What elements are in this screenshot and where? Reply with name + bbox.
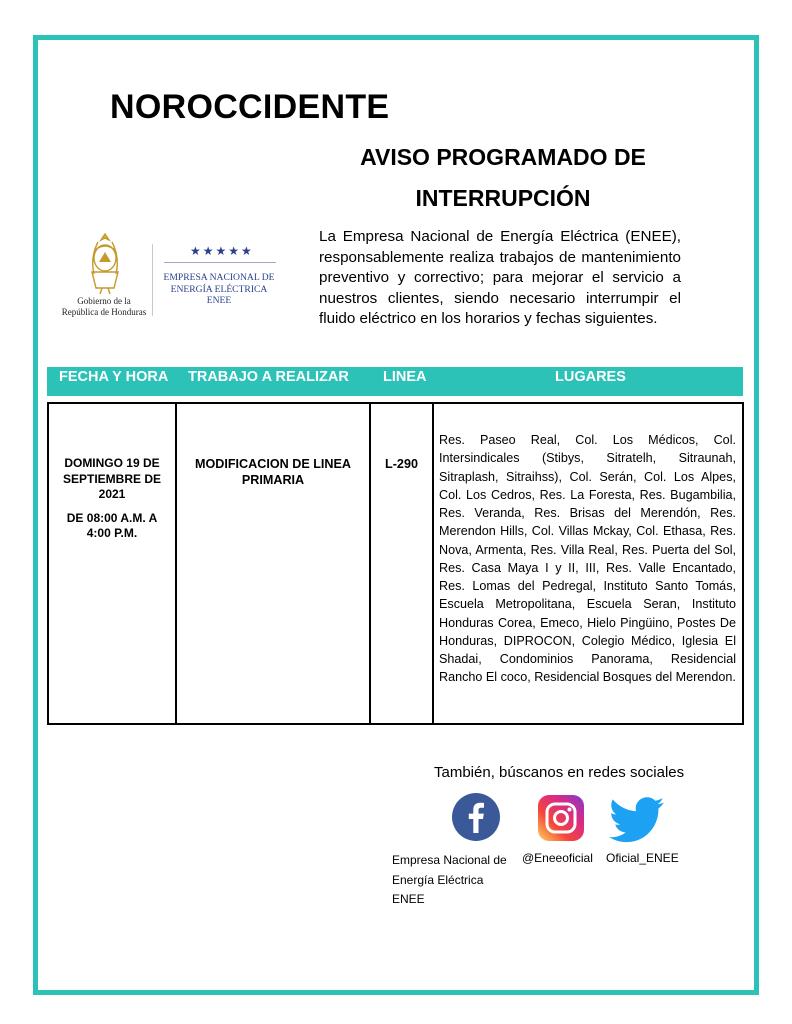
- header-trabajo: TRABAJO A REALIZAR: [188, 369, 349, 385]
- social-heading: También, búscanos en redes sociales: [434, 764, 685, 781]
- twitter-icon[interactable]: [609, 797, 665, 843]
- instagram-icon[interactable]: [537, 794, 585, 842]
- intro-paragraph: La Empresa Nacional de Energía Eléctrica (ENEE), responsablemente realiza trabajos de mantenimiento preventivo y correctivo; para mejorar el servicio a nuestros clientes, siendo necesario interrumpir el fluido eléctrico en los horarios y fechas siguientes.: [319, 228, 681, 328]
- trabajo-text: MODIFICACION DE LINEA PRIMARIA: [194, 457, 352, 487]
- facebook-account-text: Empresa Nacional de Energía Eléctrica ENEE: [392, 853, 507, 906]
- twitter-handle: Oficial_ENEE: [606, 851, 679, 865]
- hora-text: DE 08:00 A.M. A 4:00 P.M.: [66, 510, 158, 540]
- linea-text: L-290: [385, 457, 418, 471]
- logo-divider: [152, 244, 153, 316]
- lugares-text: Res. Paseo Real, Col. Los Médicos, Col. Intersindicales (Stibys, Sitratelh, Sitraunah, Sitraplash, Sitraihss), Col. Serán, Col. Los Alpes, Col. Los Cedros, Res. La Foresta, Res. Bugambilia, Res. Veranda, Res. Brisas del Merendón, Res. Merendon Hills, Col. Villas Mckay, Col. Ethasa, Res. Nova, Armenta, Res. Villa Real, Res. Puerta del Sol, Res. Casa Maya I y II, III, Res. Valle Encantado, Res. Lomas del Pedregal, Instituto Santo Tomás, Escuela Metropolitana, Escuela Seran, Instituto Honduras Corea, Emeco, Hielo Pingüino, Postes De Honduras, DIPROCON, Colegio Médico, Iglesia El Shadai, Condominios Panorama, Residencial Rancho El coco, Residencial Bosques del Merendon.: [439, 433, 736, 685]
- table-row: [47, 402, 744, 725]
- notice-title-line1: AVISO PROGRAMADO DE: [360, 144, 646, 170]
- cell-trabajo: [177, 404, 371, 723]
- cell-fecha-hora: [49, 404, 177, 723]
- enee-logo-text: EMPRESA NACIONAL DE ENERGÍA ELÉCTRICA ENEE: [163, 272, 275, 307]
- region-heading: NOROCCIDENTE: [110, 88, 390, 126]
- header-linea: LINEA: [383, 369, 427, 385]
- fecha-text: DOMINGO 19 DE SEPTIEMBRE DE 2021: [62, 456, 161, 501]
- header-fecha-hora: FECHA Y HORA: [59, 369, 169, 385]
- header-lugares: LUGARES: [555, 369, 626, 385]
- notice-title-line2: INTERRUPCIÓN: [415, 185, 591, 211]
- instagram-handle: @Eneeoficial: [522, 851, 593, 865]
- gobierno-logo-text: Gobierno de la República de Honduras: [61, 296, 147, 317]
- facebook-icon[interactable]: [452, 793, 500, 841]
- cell-linea: [371, 404, 434, 723]
- cell-lugares: [434, 404, 742, 723]
- enee-logo-line: [164, 262, 276, 263]
- table-header: [47, 367, 743, 396]
- enee-stars-icon: ★★★★★: [190, 244, 254, 258]
